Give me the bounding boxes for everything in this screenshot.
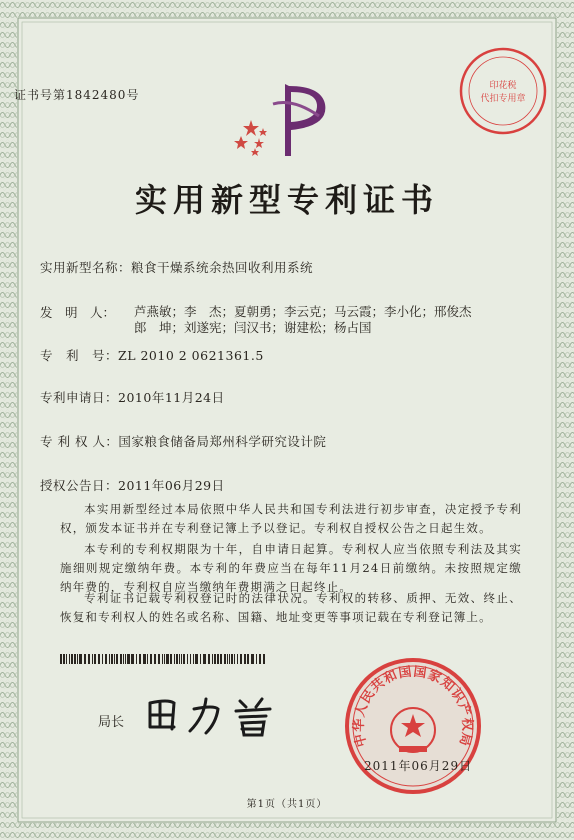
paragraph-term: 本专利的专利权期限为十年，自申请日起算。专利权人应当依照专利法及其实施细则规定缴纳年费。本专利的年费应当在每年11月24日前缴纳。未按照规定缴纳年费的，专利权自应当缴纳年费期满之日起终止。 (60, 542, 522, 594)
director-signature-icon (144, 693, 289, 737)
paragraph-legal-status: 专利证书记载专利权登记时的法律状况。专利权的转移、质押、无效、终止、恢复和专利权人的姓名或名称、国籍、地址变更等事项记载在专利登记簿上。 (60, 591, 522, 624)
application-label: 专利申请日： (40, 390, 119, 405)
barcode-icon (60, 654, 270, 664)
owner-label: 专 利 权 人： (40, 434, 119, 449)
cnipa-logo-icon (233, 80, 333, 160)
svg-text:代扣专用章: 代扣专用章 (480, 94, 526, 104)
patent-label: 专 利 号： (40, 348, 119, 363)
patentee-row (40, 432, 326, 450)
application-date-row (40, 388, 225, 406)
inventors-line-2: 郎 坤；刘遂宪；闫汉书；谢建松；杨占国 (134, 320, 372, 335)
inventor-label: 发 明 人： (40, 305, 116, 320)
grant-date-row (40, 476, 225, 494)
inventors-line-1: 芦燕敏；李 杰；夏朝勇；李云克；马云霞；李小化；邢俊杰 (134, 304, 472, 319)
cnipa-official-seal-icon (343, 656, 483, 796)
seal-date: 2011年06月29日 (364, 759, 473, 773)
svg-text:印花税: 印花税 (489, 81, 517, 91)
paragraph-grant: 本实用新型经过本局依照中华人民共和国专利法进行初步审查，决定授予专利权，颁发本证书并在专利登记簿上予以登记。专利权自授权公告之日起生效。 (60, 502, 522, 535)
owner-value: 国家粮食储备局郑州科学研究设计院 (118, 434, 327, 449)
patent-value: ZL 2010 2 0621361.5 (118, 348, 264, 363)
application-value: 2010年11月24日 (118, 390, 225, 405)
page-number: 第1页（共1页） (246, 799, 328, 810)
certificate-number: 证书号第1842480号 (14, 88, 140, 102)
patent-number-row (40, 346, 264, 364)
name-value: 粮食干燥系统余热回收利用系统 (131, 260, 314, 275)
svg-text:中华人民共和国国家知识产权局: 中华人民共和国国家知识产权局 (351, 664, 475, 749)
director-label: 局长 (98, 715, 125, 730)
grant-label: 授权公告日： (40, 478, 119, 493)
name-label: 实用新型名称： (40, 260, 132, 275)
certificate-title: 实用新型专利证书 (134, 181, 439, 219)
grant-value: 2011年06月29日 (118, 478, 225, 493)
utility-model-name-row (40, 258, 313, 276)
tax-stamp-icon (457, 45, 549, 137)
